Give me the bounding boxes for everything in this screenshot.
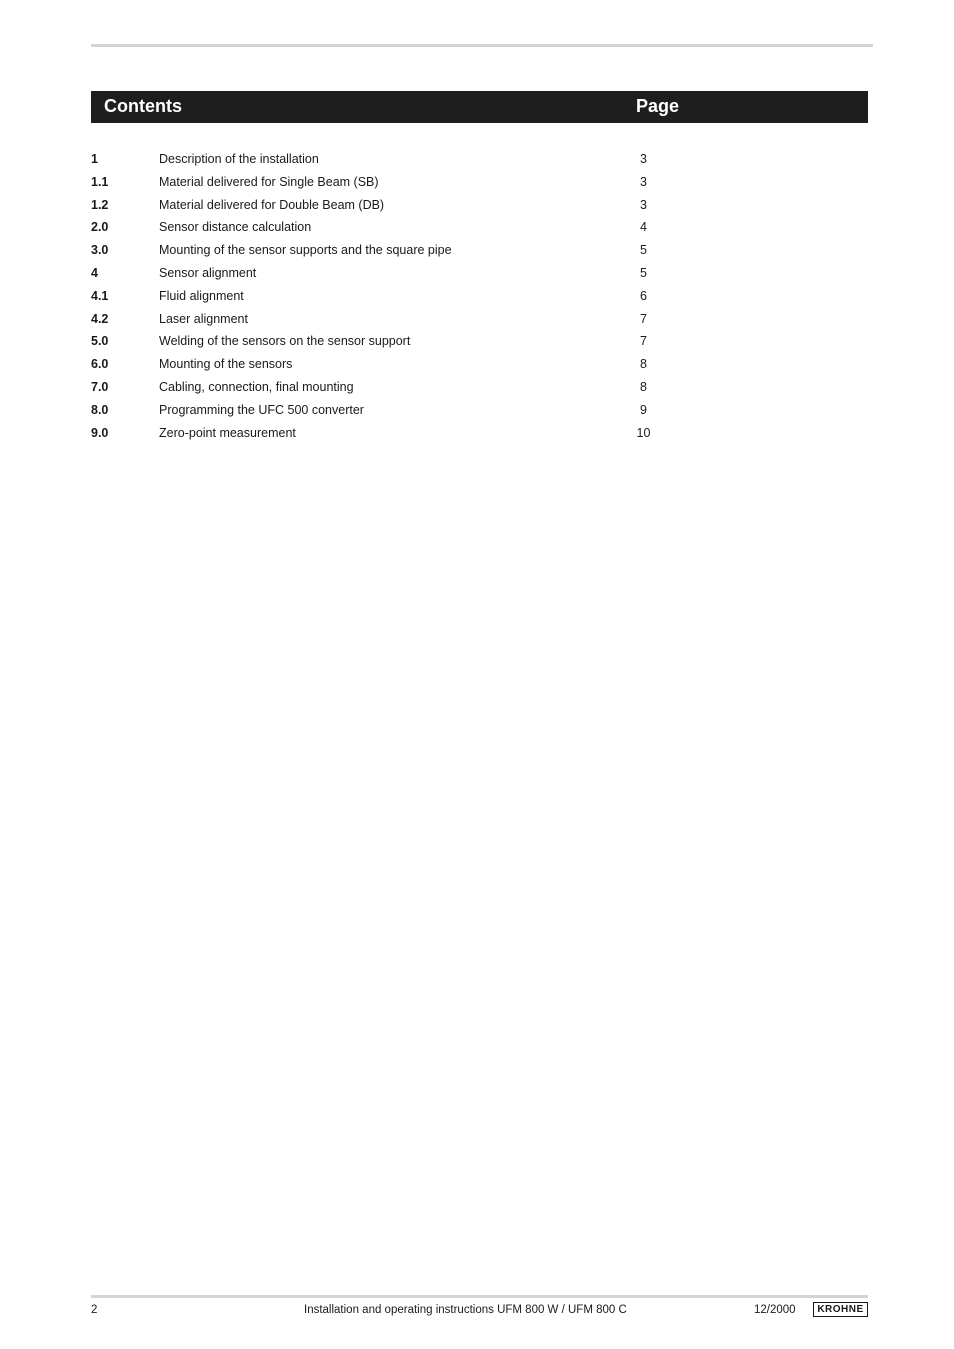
toc-section-number: 7.0 (91, 379, 109, 394)
toc-entry[interactable] (91, 262, 691, 285)
toc-section-title: Material delivered for Double Beam (DB) (159, 197, 385, 212)
toc-section-title: Mounting of the sensors (159, 357, 293, 372)
contents-header-bar (91, 91, 868, 123)
toc-section-number: 1.1 (91, 174, 109, 189)
table-of-contents (91, 148, 691, 444)
toc-section-number: 2.0 (91, 220, 109, 235)
toc-entry[interactable] (91, 239, 691, 262)
toc-section-title: Sensor distance calculation (159, 220, 312, 235)
toc-entry[interactable] (91, 422, 691, 445)
toc-entry[interactable] (91, 376, 691, 399)
toc-section-number: 5.0 (91, 334, 109, 349)
toc-entry[interactable] (91, 171, 691, 194)
toc-page-number: 5 (640, 265, 647, 280)
toc-page-number: 7 (640, 311, 647, 326)
toc-section-number: 6.0 (91, 357, 109, 372)
toc-section-number: 4.2 (91, 311, 109, 326)
toc-page-number: 4 (640, 220, 647, 235)
bottom-rule (91, 1295, 868, 1298)
toc-page-number: 5 (640, 243, 647, 258)
toc-entry[interactable] (91, 330, 691, 353)
toc-page-number: 3 (640, 152, 647, 166)
toc-entry[interactable] (91, 308, 691, 331)
toc-section-number: 3.0 (91, 243, 109, 258)
toc-page-number: 8 (640, 357, 647, 372)
toc-entry[interactable] (91, 353, 691, 376)
toc-section-title: Cabling, connection, final mounting (159, 379, 354, 394)
toc-page-number: 8 (640, 379, 647, 394)
footer-date: 12/2000 (754, 1304, 796, 1316)
top-rule (91, 44, 873, 47)
toc-section-number: 1 (91, 152, 98, 166)
toc-section-title: Zero-point measurement (159, 425, 296, 440)
krohne-logo: KROHNE (813, 1302, 868, 1317)
toc-entry[interactable] (91, 285, 691, 308)
toc-page-number: 9 (640, 402, 647, 417)
toc-section-title: Fluid alignment (159, 288, 244, 303)
toc-page-number: 3 (640, 174, 647, 189)
page-footer (91, 1302, 868, 1322)
toc-entry[interactable] (91, 216, 691, 239)
toc-section-title: Programming the UFC 500 converter (159, 402, 364, 417)
toc-section-title: Welding of the sensors on the sensor support (159, 334, 411, 349)
toc-section-number: 4 (91, 265, 98, 280)
page-column-heading: Page (636, 96, 680, 116)
toc-section-number: 9.0 (91, 425, 109, 440)
toc-section-title: Laser alignment (159, 311, 248, 326)
toc-section-title: Description of the installation (159, 152, 319, 166)
toc-section-number: 8.0 (91, 402, 109, 417)
footer-page-number: 2 (91, 1304, 98, 1316)
toc-section-title: Sensor alignment (159, 265, 257, 280)
toc-page-number: 6 (640, 288, 647, 303)
toc-page-number: 10 (636, 425, 651, 440)
toc-page-number: 7 (640, 334, 647, 349)
toc-entry[interactable] (91, 399, 691, 422)
footer-document-title: Installation and operating instructions UFM 800 W / UFM 800 C (304, 1304, 627, 1316)
toc-section-title: Material delivered for Single Beam (SB) (159, 174, 379, 189)
toc-section-title: Mounting of the sensor supports and the square pipe (159, 243, 452, 258)
toc-entry[interactable] (91, 194, 691, 217)
toc-section-number: 4.1 (91, 288, 109, 303)
toc-section-number: 1.2 (91, 197, 109, 212)
contents-heading: Contents (104, 96, 182, 116)
toc-page-number: 3 (640, 197, 647, 212)
toc-entry[interactable] (91, 148, 691, 171)
